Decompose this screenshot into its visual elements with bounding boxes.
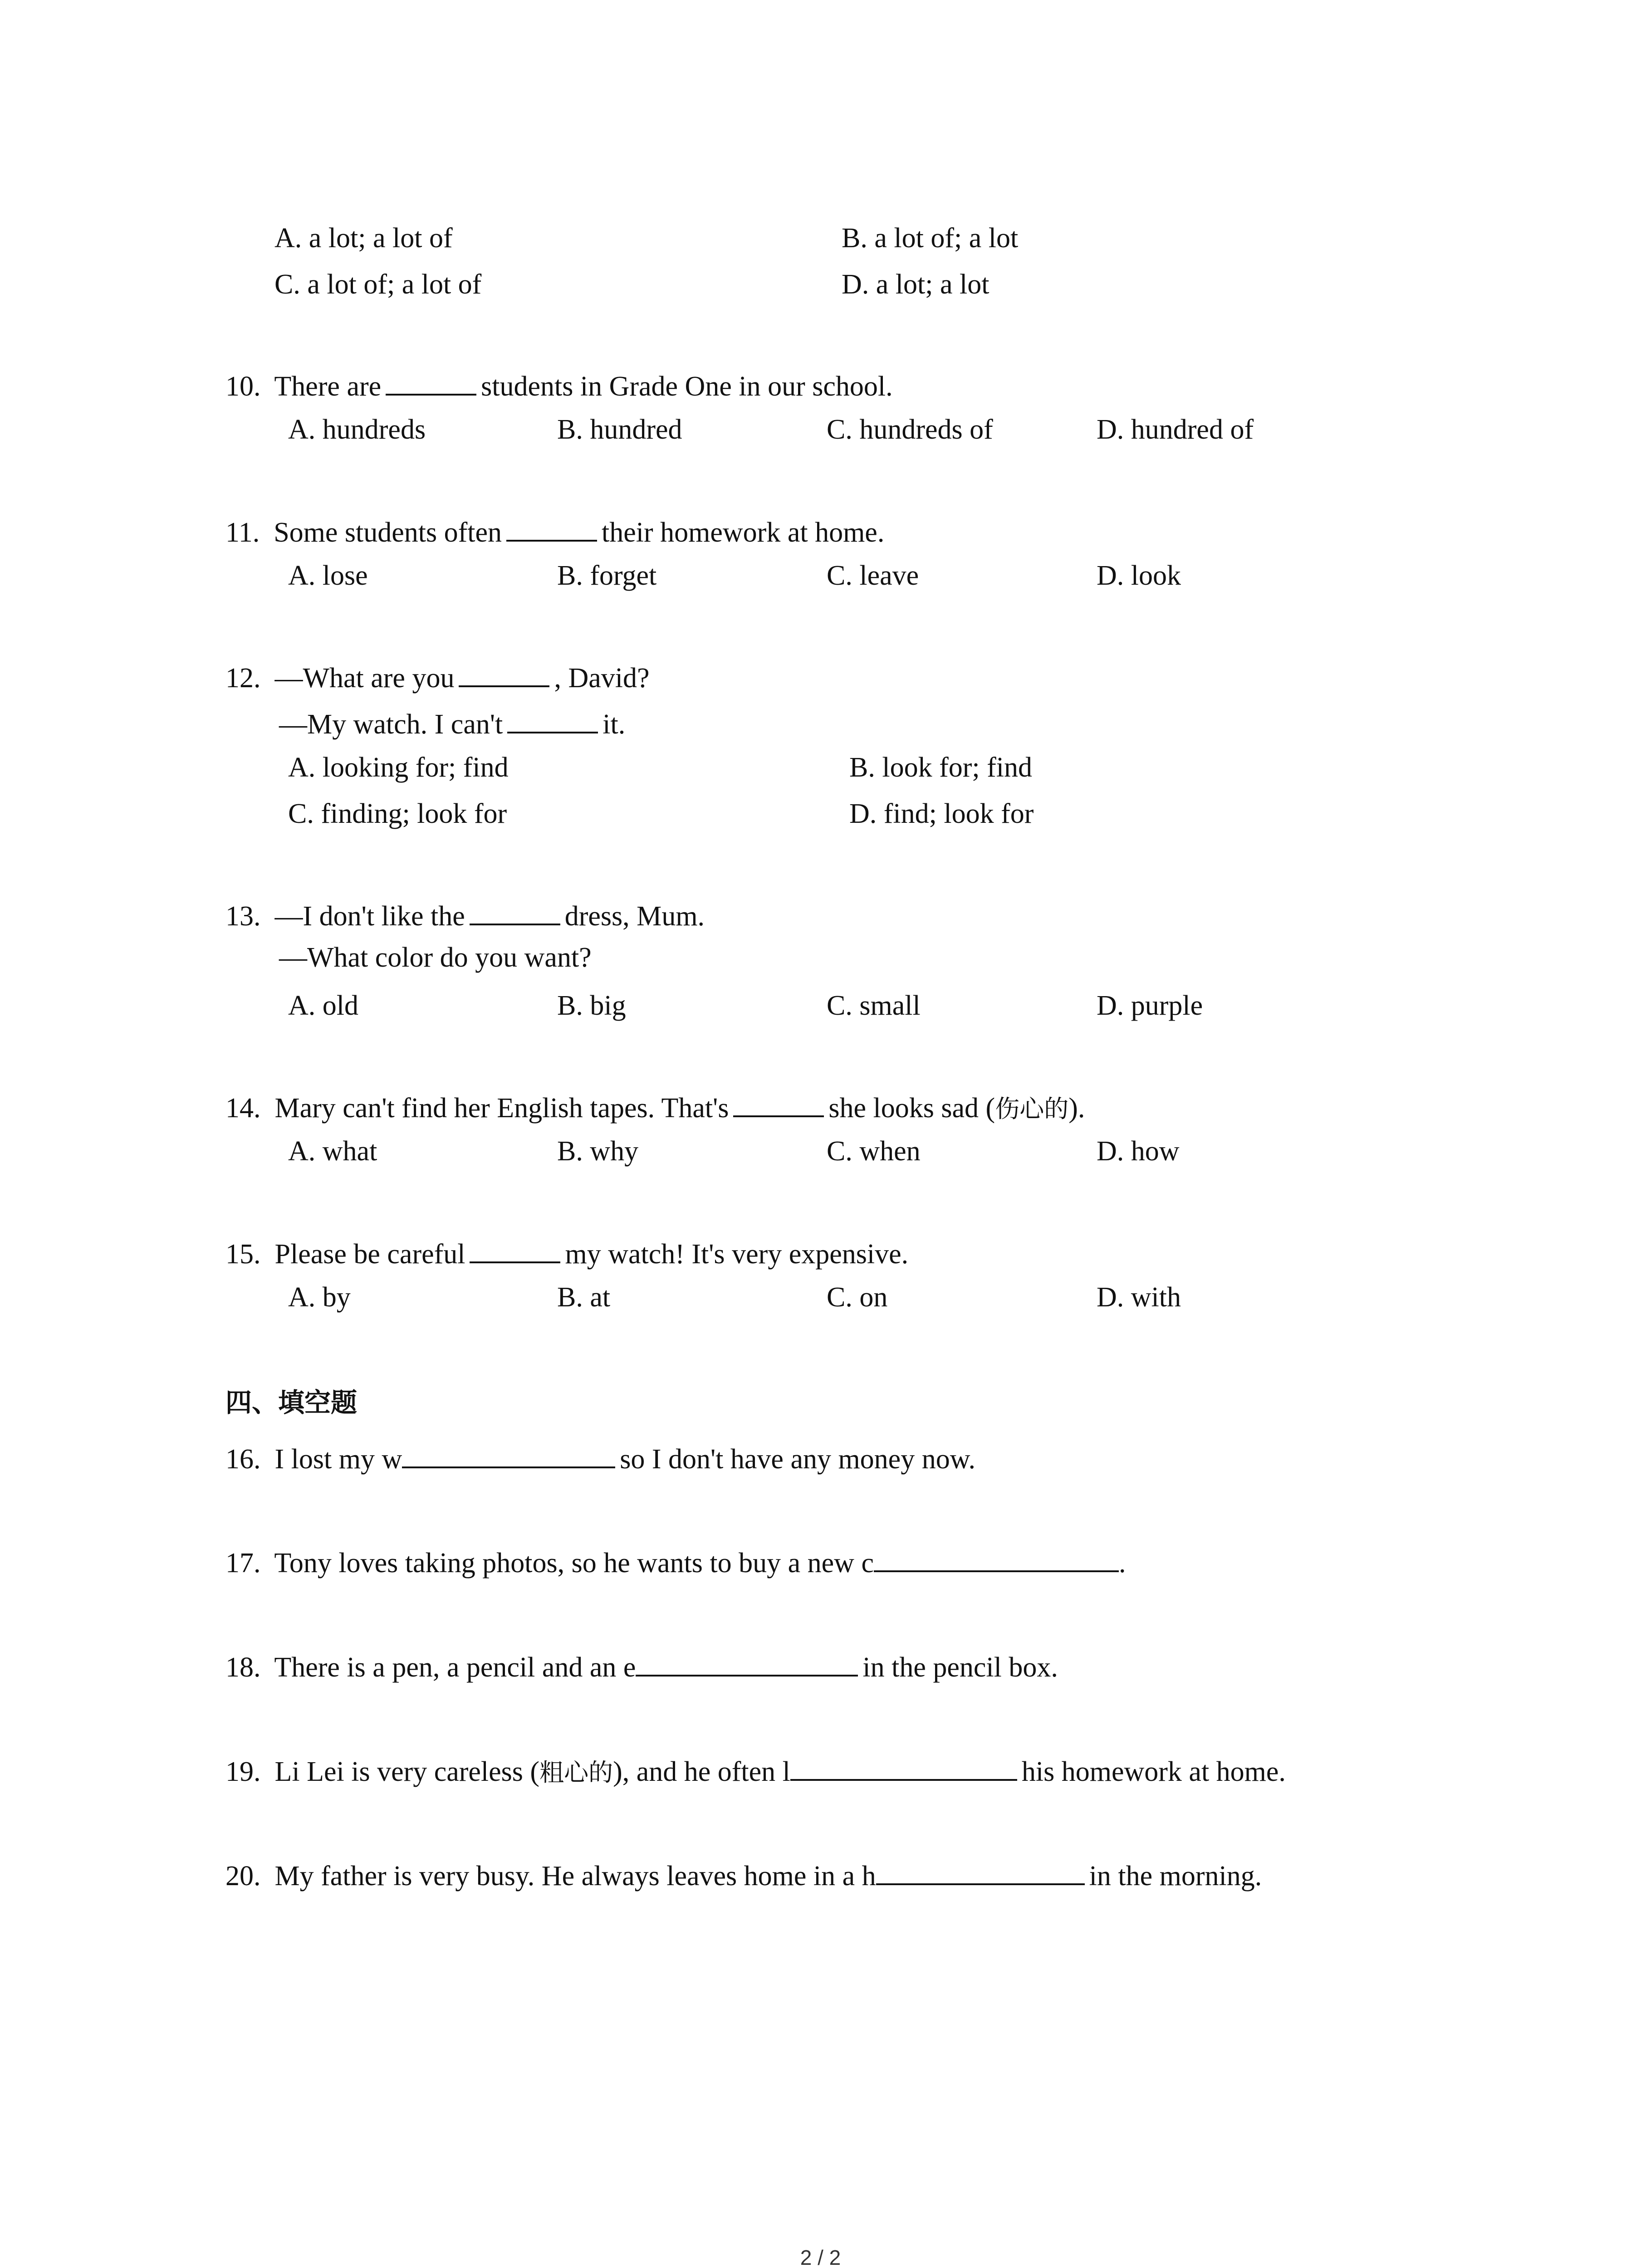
question-number: 14.: [225, 1093, 261, 1124]
answer-blank[interactable]: [386, 367, 476, 396]
q15-option-c: C. on: [827, 1282, 888, 1313]
q9-option-c: C. a lot of; a lot of: [274, 269, 482, 300]
answer-blank[interactable]: [876, 1857, 1085, 1885]
question-13: [225, 897, 705, 930]
question-text: my watch! It's very expensive.: [565, 1239, 909, 1270]
answer-blank[interactable]: [874, 1544, 1119, 1572]
question-text: Some students often: [274, 517, 502, 548]
question-13-line-2: —What color do you want?: [279, 942, 592, 973]
question-text: Please be careful: [274, 1239, 465, 1270]
question-number: 19.: [225, 1756, 261, 1787]
q14-option-b: B. why: [557, 1136, 639, 1167]
question-number: 15.: [225, 1239, 261, 1270]
section-heading: 四、填空题: [225, 1387, 358, 1418]
question-text: Tony loves taking photos, so he wants to buy a new c: [274, 1548, 874, 1579]
q10-option-b: B. hundred: [557, 414, 682, 445]
question-number: 17.: [225, 1548, 261, 1579]
q14-option-c: C. when: [827, 1136, 921, 1167]
question-16: [225, 1440, 975, 1473]
q14-option-a: A. what: [288, 1136, 377, 1167]
answer-blank[interactable]: [506, 513, 597, 542]
question-11: [225, 513, 884, 547]
question-text: There is a pen, a pencil and an e: [274, 1652, 636, 1683]
question-text: —I don't like the: [274, 901, 465, 932]
q14-option-d: D. how: [1097, 1136, 1180, 1167]
answer-blank[interactable]: [790, 1753, 1017, 1781]
chinese-gloss: 粗心的: [539, 1758, 613, 1787]
question-text: ).: [1068, 1093, 1085, 1124]
question-text: —My watch. I can't: [279, 709, 503, 740]
answer-blank[interactable]: [507, 705, 598, 733]
question-text: I lost my w: [274, 1444, 402, 1475]
question-number: 16.: [225, 1444, 261, 1475]
answer-blank[interactable]: [459, 659, 549, 687]
question-text: their homework at home.: [602, 517, 885, 548]
q12-option-c: C. finding; look for: [288, 798, 507, 829]
question-number: 12.: [225, 663, 261, 694]
question-text: students in Grade One in our school.: [481, 371, 893, 402]
q11-option-a: A. lose: [288, 560, 368, 591]
question-18: [225, 1648, 1058, 1681]
answer-blank[interactable]: [470, 897, 560, 925]
question-text: My father is very busy. He always leaves home in a h: [274, 1861, 876, 1892]
question-text: There are: [274, 371, 382, 402]
q10-option-a: A. hundreds: [288, 414, 426, 445]
q15-option-b: B. at: [557, 1282, 611, 1313]
question-19: [225, 1753, 1286, 1786]
question-number: 18.: [225, 1652, 261, 1683]
question-text: it.: [603, 709, 626, 740]
q12-option-b: B. look for; find: [849, 752, 1032, 783]
q13-option-c: C. small: [827, 990, 921, 1021]
q9-option-d: D. a lot; a lot: [842, 269, 989, 300]
q11-option-d: D. look: [1097, 560, 1181, 591]
answer-blank[interactable]: [470, 1235, 560, 1263]
q13-option-d: D. purple: [1097, 990, 1203, 1021]
question-text: ), and he often l: [613, 1756, 790, 1787]
question-text: .: [1118, 1548, 1126, 1579]
question-text: in the morning.: [1089, 1861, 1262, 1892]
question-text: , David?: [554, 663, 650, 694]
q9-option-b: B. a lot of; a lot: [842, 223, 1019, 254]
q10-option-c: C. hundreds of: [827, 414, 993, 445]
question-text: she looks sad (: [828, 1093, 995, 1124]
q9-option-a: A. a lot; a lot of: [274, 223, 453, 254]
q10-option-d: D. hundred of: [1097, 414, 1254, 445]
question-text: in the pencil box.: [862, 1652, 1058, 1683]
question-number: 10.: [225, 371, 261, 402]
q11-option-c: C. leave: [827, 560, 919, 591]
question-10: [225, 367, 893, 401]
question-number: 11.: [225, 517, 260, 548]
question-text: Mary can't find her English tapes. That's: [274, 1093, 729, 1124]
page-number: 2 / 2: [800, 2246, 841, 2268]
q12-option-d: D. find; look for: [849, 798, 1034, 829]
question-17: [225, 1544, 1126, 1577]
question-text: so I don't have any money now.: [620, 1444, 975, 1475]
question-20: [225, 1857, 1262, 1890]
question-number: 13.: [225, 901, 261, 932]
question-12-line-2: [279, 705, 625, 738]
q11-option-b: B. forget: [557, 560, 657, 591]
q13-option-b: B. big: [557, 990, 626, 1021]
q13-option-a: A. old: [288, 990, 358, 1021]
q15-option-d: D. with: [1097, 1282, 1181, 1313]
q15-option-a: A. by: [288, 1282, 351, 1313]
q12-option-a: A. looking for; find: [288, 752, 509, 783]
chinese-gloss: 伤心的: [995, 1095, 1069, 1123]
question-text: his homework at home.: [1021, 1756, 1286, 1787]
question-15: [225, 1235, 908, 1268]
question-text: —What are you: [274, 663, 455, 694]
question-text: Li Lei is very careless (: [274, 1756, 540, 1787]
question-12: [225, 659, 650, 692]
question-number: 20.: [225, 1861, 261, 1892]
answer-blank[interactable]: [636, 1648, 858, 1677]
answer-blank[interactable]: [733, 1089, 824, 1117]
question-text: dress, Mum.: [564, 901, 705, 932]
question-14: [225, 1089, 1085, 1122]
answer-blank[interactable]: [402, 1440, 615, 1468]
